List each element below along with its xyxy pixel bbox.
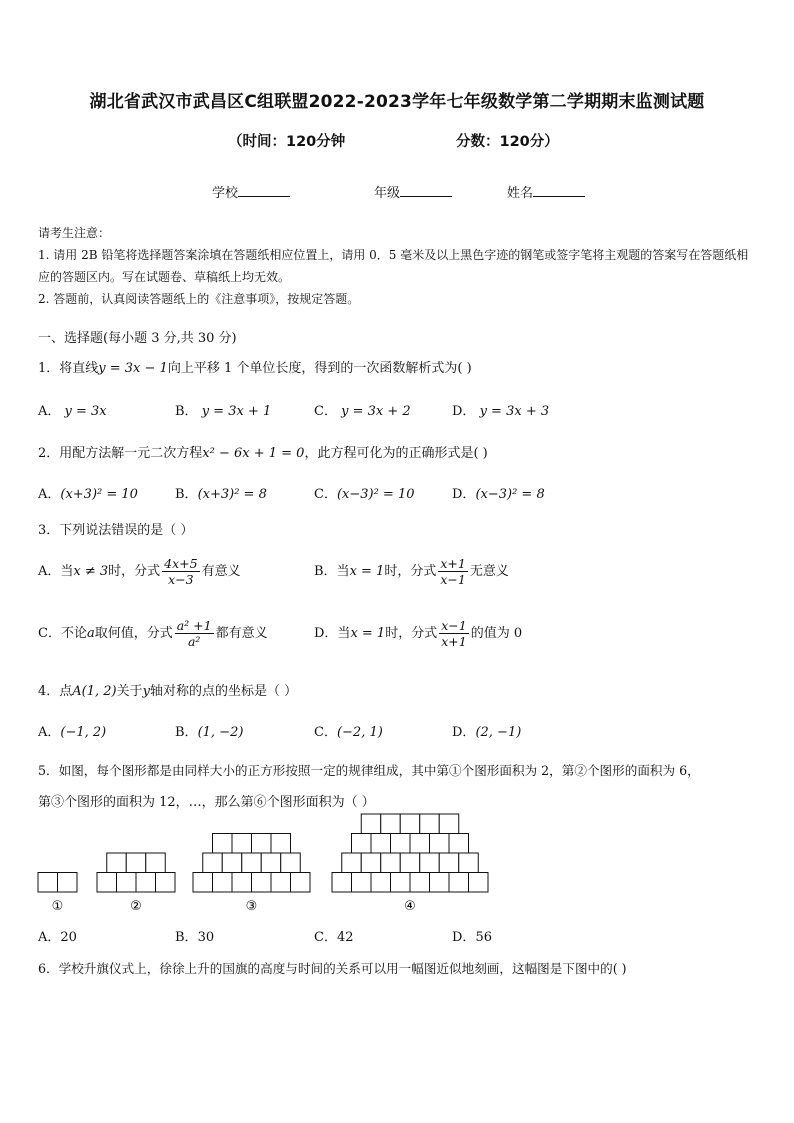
q2-prefix: 2．用配方法解一元二次方程 — [38, 446, 203, 461]
q5-square — [361, 814, 381, 834]
q1-prefix: 1．将直线 — [38, 361, 99, 376]
q5-square — [439, 814, 459, 834]
q3-a-fraction: $\frac{4x+5}{x-3}$ — [164, 556, 198, 587]
q5-square — [371, 834, 391, 854]
q2-suffix: ，此方程可化为的正确形式是( ) — [304, 446, 488, 461]
q5-option-c[interactable]: C．42 — [314, 930, 354, 945]
q5-square — [252, 834, 272, 854]
question-6: 6．学校升旗仪式上，徐徐上升的国旗的高度与时间的关系可以用一幅图近似地刻画，这幅图是下图中的( ) — [38, 961, 627, 976]
section-heading: 一、选择题(每小题 3 分,共 30 分) — [38, 331, 237, 346]
q2-option-b[interactable]: B．(x+3)² = 8 — [175, 487, 267, 502]
question-5-line-1: 5．如图，每个图形都是由同样大小的正方形按照一定的规律组成，其中第①个图形面积为 2，第②个图形的面积为 6， — [38, 763, 700, 778]
q1-expr: y = 3x − 1 — [98, 361, 168, 376]
q5-square — [449, 834, 469, 854]
q5-square — [352, 834, 372, 854]
q3-d-fraction: $\frac{x-1}{x+1}$ — [441, 618, 467, 649]
q5-square — [391, 873, 411, 893]
notes-item-2: 2. 答题前，认真阅读答题纸上的《注意事项》，按规定答题。 — [38, 292, 360, 306]
q5-square — [156, 873, 176, 893]
exam-score: 分数：120分） — [456, 134, 559, 150]
q5-square — [107, 853, 127, 873]
q5-square — [97, 873, 117, 893]
q2-option-d[interactable]: D．(x−3)² = 8 — [452, 487, 545, 502]
q5-square — [381, 853, 401, 873]
q5-square — [232, 873, 252, 893]
q2-expr: x² − 6x + 1 = 0 — [202, 446, 305, 461]
question-3: 3．下列说法错误的是（ ） — [38, 523, 194, 538]
q3-option-c[interactable]: C．不论a取何值，分式 $\frac{\text{a² +1}}{\text{a²}}$ 都有意义 — [38, 618, 268, 649]
q3-b-fraction: $\frac{x+1}{x-1}$ — [440, 556, 466, 587]
q5-square — [342, 853, 362, 873]
q5-option-b[interactable]: B．30 — [175, 930, 215, 945]
q5-figure-3 — [193, 834, 310, 915]
q5-square — [261, 853, 281, 873]
q5-square — [420, 814, 440, 834]
q1-option-b[interactable]: B． y = 3x + 1 — [175, 404, 272, 419]
q5-square — [391, 834, 411, 854]
q5-square — [146, 853, 166, 873]
q4-option-d[interactable]: D．(2, −1) — [452, 725, 522, 740]
grade-label: 年级 — [374, 186, 401, 201]
q5-figure-label: ③ — [245, 899, 258, 914]
q4-option-a[interactable]: A．(−1, 2) — [38, 725, 107, 740]
notes-heading: 请考生注意： — [38, 226, 111, 240]
q2-option-c[interactable]: C．(x−3)² = 10 — [314, 487, 415, 502]
q5-square — [459, 853, 479, 873]
exam-time: （时间：120分钟 — [228, 134, 346, 150]
q5-square — [58, 873, 78, 893]
q5-figure-label: ④ — [404, 899, 416, 914]
q5-square — [203, 853, 223, 873]
q5-figure-label: ② — [130, 899, 142, 914]
q5-square — [410, 873, 430, 893]
question-4: 4．点A(1, 2)关于y轴对称的点的坐标是（ ） — [38, 684, 298, 699]
q5-square — [126, 853, 146, 873]
q1-option-c[interactable]: C． y = 3x + 2 — [314, 404, 411, 419]
q5-square — [136, 873, 156, 893]
q3-option-d[interactable]: D．当x = 1时，分式 $\frac{x-1}{x+1}$ 的值为 0 — [314, 618, 523, 649]
q4-option-c[interactable]: C．(−2, 1) — [314, 725, 383, 740]
q5-square — [410, 834, 430, 854]
q5-square — [252, 873, 272, 893]
q4-point: A(1, 2) — [72, 684, 117, 699]
q5-square — [381, 814, 401, 834]
name-label: 姓名 — [507, 186, 534, 201]
q5-square — [213, 834, 233, 854]
q5-square — [117, 873, 137, 893]
q5-square — [430, 873, 450, 893]
q5-figure-1 — [38, 873, 77, 915]
exam-title: 湖北省武汉市武昌区C组联盟2022-2023学年七年级数学第二学期期末监测试题 — [89, 92, 705, 112]
q3-option-b[interactable]: B．当x = 1时，分式 $\frac{x+1}{x-1}$ 无意义 — [314, 556, 509, 587]
question-5-line-2: 第③个图形的面积为 12，…，那么第⑥个图形面积为（ ） — [38, 795, 375, 810]
q5-square — [271, 834, 291, 854]
q1-option-d[interactable]: D． y = 3x + 3 — [452, 404, 550, 419]
q5-square — [469, 873, 489, 893]
q5-figure-label: ① — [51, 899, 64, 914]
q5-square — [361, 853, 381, 873]
q5-square — [371, 873, 391, 893]
q1-option-a[interactable]: A． y = 3x — [38, 404, 107, 419]
q5-figure-4 — [332, 814, 488, 914]
notes-item-1: 1. 请用 2B 铅笔将选择题答案涂填在答题纸相应位置上，请用 0．5 毫米及以上黑色字迹的钢笔或签字笔将主观题的答案写在答题纸相应的答题区内。写在试题卷、草稿纸上均无效。 — [38, 248, 749, 284]
q5-square — [332, 873, 352, 893]
q5-square — [352, 873, 372, 893]
q1-suffix: 向上平移 1 个单位长度，得到的一次函数解析式为( ) — [167, 361, 472, 376]
q5-square — [439, 853, 459, 873]
q5-square — [193, 873, 213, 893]
q5-square — [242, 853, 262, 873]
q5-square — [232, 834, 252, 854]
q4-option-b[interactable]: B．(1, −2) — [175, 725, 244, 740]
q5-square — [291, 873, 311, 893]
q5-square — [222, 853, 242, 873]
q5-square — [420, 853, 440, 873]
q5-square — [430, 834, 450, 854]
q5-square — [213, 873, 233, 893]
q5-square — [400, 814, 420, 834]
q3-c-fraction: $\frac{\text{a² +1}}{\text{a²}}$ — [176, 618, 212, 649]
q5-square — [400, 853, 420, 873]
q5-figure-2 — [97, 853, 175, 914]
q2-option-a[interactable]: A．(x+3)² = 10 — [38, 487, 138, 502]
q5-square — [449, 873, 469, 893]
q3-option-a[interactable]: A．当x ≠ 3时，分式 $\frac{4x+5}{x-3}$ 有意义 — [38, 556, 241, 587]
q5-square — [281, 853, 301, 873]
q5-option-d[interactable]: D．56 — [452, 930, 492, 945]
q5-square — [271, 873, 291, 893]
q5-square — [38, 873, 58, 893]
q5-option-a[interactable]: A．20 — [38, 930, 77, 945]
school-label: 学校 — [212, 186, 239, 201]
